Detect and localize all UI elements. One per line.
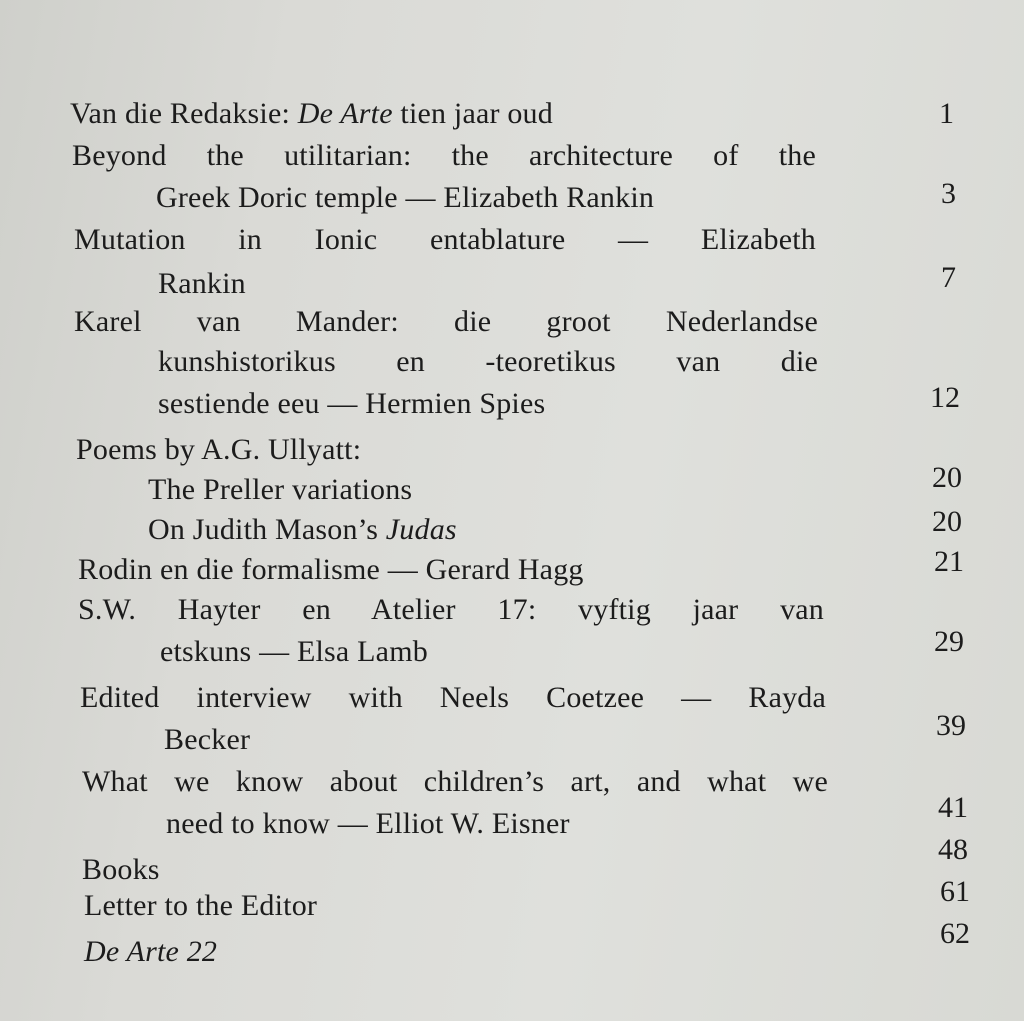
toc-page-number: 1 bbox=[939, 97, 954, 130]
toc-entry-line: Edited interview with Neels Coetzee — Rayda bbox=[80, 681, 826, 714]
toc-entry-line: Greek Doric temple — Elizabeth Rankin bbox=[156, 181, 655, 214]
toc-page-number: 20 bbox=[932, 461, 962, 494]
toc-entry-line: Becker bbox=[164, 723, 251, 756]
toc-entry-line: Rodin en die formalisme — Gerard Hagg bbox=[78, 553, 584, 586]
toc-page-number: 29 bbox=[934, 625, 964, 658]
toc-page-number: 7 bbox=[941, 261, 956, 294]
toc-entry-text: Van die Redaksie: bbox=[70, 97, 298, 130]
toc-entry-text: On Judith Mason’s bbox=[148, 513, 386, 546]
toc-entry-line: sestiende eeu — Hermien Spies bbox=[158, 387, 546, 420]
toc-page-number: 41 bbox=[938, 791, 968, 824]
toc-entry-text: tien jaar oud bbox=[392, 97, 553, 130]
toc-page-number: 48 bbox=[938, 833, 968, 866]
toc-entry-italic: De Arte bbox=[297, 97, 393, 130]
toc-entry-line: Letter to the Editor bbox=[84, 889, 318, 922]
toc-entry-line bbox=[84, 934, 217, 970]
toc-entry-italic: De Arte 22 bbox=[84, 935, 218, 968]
toc-page-number: 3 bbox=[941, 177, 956, 210]
toc-entry-line: The Preller variations bbox=[148, 473, 413, 506]
toc-page-number: 61 bbox=[940, 875, 970, 908]
toc-page-number: 39 bbox=[936, 709, 966, 742]
toc-entry-line: S.W. Hayter en Atelier 17: vyftig jaar van bbox=[78, 593, 824, 626]
toc-entry-italic: Judas bbox=[385, 513, 457, 546]
toc-page-number: 12 bbox=[930, 381, 960, 414]
toc-entry-line: need to know — Elliot W. Eisner bbox=[166, 807, 570, 840]
toc-page-number: 62 bbox=[940, 917, 970, 950]
toc-entry-heading: Poems by A.G. Ullyatt: bbox=[76, 433, 362, 466]
toc-entry-editorial bbox=[70, 96, 553, 132]
toc-entry-line: What we know about children’s art, and what we bbox=[82, 765, 828, 798]
toc-entry-line: etskuns — Elsa Lamb bbox=[160, 635, 428, 668]
toc-page-number: 21 bbox=[934, 545, 964, 578]
toc-entry-line: Karel van Mander: die groot Nederlandse bbox=[74, 305, 818, 338]
toc-page-number: 20 bbox=[932, 505, 962, 538]
toc-entry-line: Rankin bbox=[158, 267, 246, 300]
toc-entry-line: kunshistorikus en -teoretikus van die bbox=[158, 345, 818, 378]
toc-entry-line bbox=[148, 512, 457, 548]
toc-entry-line: Beyond the utilitarian: the architecture of the bbox=[72, 139, 816, 172]
toc-entry-line: Mutation in Ionic entablature — Elizabeth bbox=[74, 223, 816, 256]
toc-entry-line: Books bbox=[82, 853, 160, 886]
